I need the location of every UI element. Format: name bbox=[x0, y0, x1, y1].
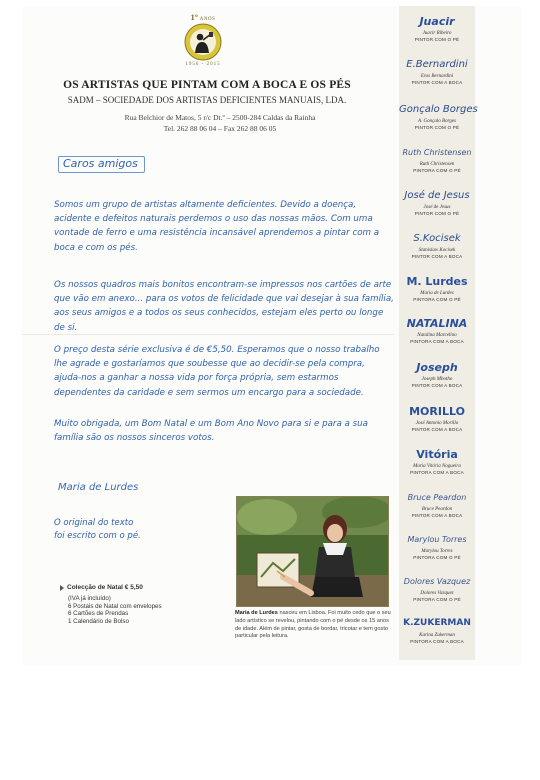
artist-name: José de Jesus bbox=[423, 205, 451, 210]
painting-with-foot-image bbox=[237, 497, 388, 606]
address-line: Rua Belchior de Matos, 5 r/c Dt.º – 2500-284 Caldas da Rainha bbox=[124, 113, 316, 122]
artist-role: PINTORA COM O PÉ bbox=[413, 597, 461, 602]
note-line: foi escrito com o pé. bbox=[54, 531, 141, 541]
artist-entry bbox=[399, 12, 475, 43]
artist-signature: M. Lurdes bbox=[406, 275, 468, 288]
artist-entry bbox=[399, 55, 475, 86]
artist-entry bbox=[399, 358, 475, 389]
artist-name: Maria de Lurdes bbox=[420, 291, 454, 296]
artist-signature: NATALINA bbox=[406, 317, 468, 330]
artist-signature: Dolores Vazquez bbox=[403, 577, 471, 586]
letter-paragraph: Somos um grupo de artistas altamente deficientes. Devido a doença, acidente e defeitos naturais perdemos o uso das nossas mãos. Com uma vontade de ferro e uma resistência incansável aprendemos a pintar com a boca e com os pés. bbox=[54, 200, 380, 253]
artist-name: Joseph Mbotho bbox=[421, 377, 453, 382]
collection-title: Colecção de Natal € 5,50 bbox=[67, 584, 143, 591]
artist-entry bbox=[399, 100, 478, 131]
artist-entry bbox=[399, 530, 475, 561]
artist-signature: José de Jesus bbox=[404, 190, 470, 201]
artist-role: PINTOR COM A BOCA bbox=[411, 80, 463, 85]
artist-signature: Ruth Christensen bbox=[402, 148, 472, 157]
artist-name: Juacir Ribeiro bbox=[422, 31, 452, 36]
logo-top-label: ANOS bbox=[199, 17, 216, 22]
note-line: O original do texto bbox=[54, 518, 134, 528]
artist-name: Eros Bernardini bbox=[420, 74, 454, 79]
artist-entry bbox=[399, 314, 475, 345]
artist-role: PINTORA COM A BOCA bbox=[410, 339, 464, 344]
artist-entry bbox=[399, 143, 475, 174]
artist-entry bbox=[399, 488, 475, 519]
artist-signature: Marylou Torres bbox=[407, 535, 467, 544]
artist-signature: Bruce Peardon bbox=[407, 493, 467, 502]
artist-signature: E.Bernardini bbox=[406, 59, 468, 70]
artists-signature-strip bbox=[399, 6, 478, 660]
organization-title: OS ARTISTAS QUE PINTAM COM A BOCA E OS PÉS bbox=[63, 79, 351, 91]
artist-role: PINTORA COM A BOCA bbox=[410, 470, 464, 475]
painter-emblem-icon bbox=[184, 23, 222, 61]
original-text-note bbox=[54, 517, 174, 543]
artist-name: Maria Vitória Nogueira bbox=[413, 464, 461, 469]
artist-name: Marylou Torres bbox=[421, 549, 453, 554]
artist-role: PINTOR COM O PÉ bbox=[414, 37, 460, 42]
artist-role: PINTORA COM A BOCA bbox=[410, 639, 464, 644]
artist-signature: Joseph bbox=[416, 361, 458, 374]
letter-paragraph: Os nossos quadros mais bonitos encontram-se impressos nos cartões de arte que vão em anexo... para os votos de felicidade que vai desejar à sua família, aos seus amigos e a todos os seus conhecidos, estejam eles perto ou longe de si. bbox=[54, 280, 394, 333]
artist-role: PINTOR COM A BOCA bbox=[411, 383, 463, 388]
logo-years: 1956 - 2015 bbox=[185, 62, 221, 67]
artist-name: Dolores Vazquez bbox=[420, 591, 454, 596]
artist-entry bbox=[399, 186, 475, 217]
collection-item: 6 Cartões de Prendas bbox=[68, 610, 129, 618]
artist-role: PINTORA COM O PÉ bbox=[413, 168, 461, 173]
artist-role: PINTOR COM A BOCA bbox=[411, 254, 463, 259]
artist-name: Natalina Marcelino bbox=[417, 333, 457, 338]
collection-item: 6 Postais de Natal com envelopes bbox=[68, 602, 162, 610]
artist-name: Bruce Peardon bbox=[421, 507, 453, 512]
caption-artist-name: Maria de Lurdes bbox=[235, 610, 278, 616]
artist-entry bbox=[399, 402, 475, 433]
artist-entry bbox=[399, 272, 475, 303]
artist-role: PINTORA COM O PÉ bbox=[413, 555, 461, 560]
artist-entry bbox=[399, 614, 475, 645]
letter-greeting: Caros amigos bbox=[58, 156, 145, 173]
christmas-collection bbox=[60, 584, 220, 625]
artist-signature: Vitória bbox=[416, 448, 458, 461]
artist-name: A. Gonçalo Borges bbox=[417, 119, 456, 124]
logo-top-text bbox=[176, 13, 230, 22]
artist-name: Karina Zukerman bbox=[419, 633, 455, 638]
artist-signature: MORILLO bbox=[409, 405, 465, 418]
logo-top-number: 1º bbox=[190, 13, 199, 22]
letter-signature: Maria de Lurdes bbox=[58, 482, 139, 493]
phone-fax-line: Tel. 262 88 06 04 – Fax 262 88 06 05 bbox=[163, 124, 277, 133]
artist-role: PINTORA COM O PÉ bbox=[413, 297, 461, 302]
collection-title-row bbox=[60, 584, 220, 591]
collection-item: (IVA já incluído) bbox=[68, 595, 111, 602]
artist-signature: Gonçalo Borges bbox=[399, 104, 478, 115]
organization-subtitle: SADM – SOCIEDADE DOS ARTISTAS DEFICIENTES MANUAIS, LDA. bbox=[67, 95, 347, 105]
collection-item: 1 Calendário de Bolso bbox=[68, 617, 129, 625]
artist-entry bbox=[399, 229, 475, 260]
letter-paragraph: Muito obrigada, um Bom Natal e um Bom Ano Novo para si e para a sua família são os nossos sinceros votos. bbox=[54, 419, 369, 444]
artist-photo bbox=[236, 496, 389, 607]
artist-role: PINTOR COM O PÉ bbox=[414, 211, 460, 216]
artist-role: PINTOR COM O PÉ bbox=[414, 125, 460, 130]
triangle-bullet-icon bbox=[60, 585, 64, 591]
caption-text: nasceu em Lisboa. Foi muito cedo que o seu lado artístico se revelou, pintando com o pé desde os 15 anos de idade. Além de pintar, gosta de bordar, tricotar e tem gosto particular pela leitura. bbox=[235, 610, 391, 640]
organization-address bbox=[90, 112, 350, 134]
artist-signature: Juacir bbox=[419, 15, 455, 28]
artist-name: José Antonio Morillo bbox=[415, 421, 459, 426]
artist-role: PINTOR COM A BOCA bbox=[411, 513, 463, 518]
artist-entry bbox=[399, 445, 475, 476]
artist-entry bbox=[399, 572, 475, 603]
photo-caption bbox=[235, 610, 393, 641]
artist-signature: K.ZUKERMAN bbox=[403, 618, 471, 628]
artist-name: Ruth Christensen bbox=[419, 162, 455, 167]
artist-signature: S.Kocisek bbox=[413, 233, 461, 244]
artist-name: Stanislaw Kocisek bbox=[418, 248, 456, 253]
letter-paragraph: O preço desta série exclusiva é de €5,50. Esperamos que o nosso trabalho lhe agrade e gostaríamos que soubesse que ao decidir-se pela compra, ajuda-nos a ganhar a nossa vida por força própria, sem estarmos dependentes da caridade e sem sermos um encargo para a sociedade. bbox=[54, 345, 380, 398]
artist-role: PINTOR COM A BOCA bbox=[411, 427, 463, 432]
anniversary-logo bbox=[176, 13, 230, 69]
